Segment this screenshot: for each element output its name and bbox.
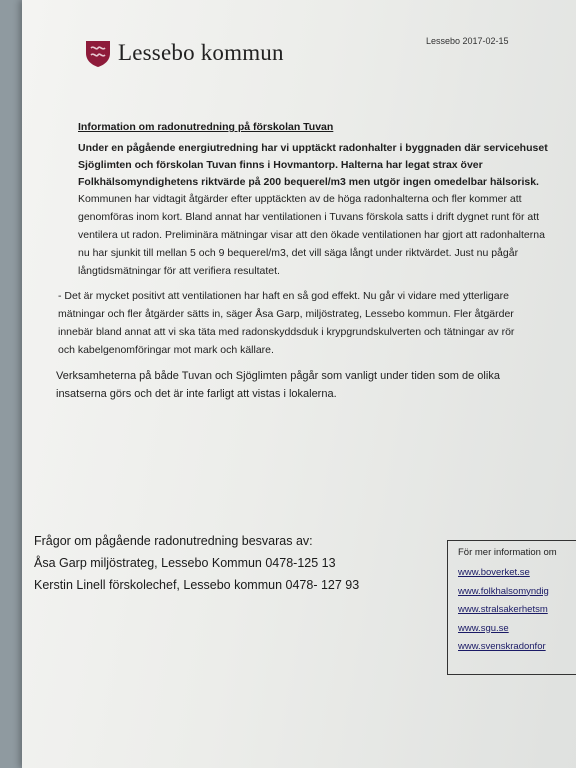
text-line: nu har sjunkit till mellan 5 och 9 bequerel/m3, det vill säga långt under riktvärdet. Just nu pågår: [78, 247, 519, 259]
text-line: insatserna görs och det är inte farligt att vistas i lokalerna.: [56, 388, 337, 400]
link-boverket[interactable]: www.boverket.se: [458, 567, 530, 578]
letter-heading: Information om radonutredning på förskolan Tuvan: [78, 121, 334, 133]
text-line: långtidsmätningar för att verifiera resultatet.: [78, 265, 280, 277]
municipality-logo: [84, 38, 284, 68]
crest-icon: [84, 38, 112, 68]
text-line: Folkhälsomyndighetens riktvärde på 200 bequerel/m3 men utgör ingen omedelbar hälsorisk.: [78, 176, 539, 188]
link-svenskradonforening[interactable]: www.svenskradonfor: [458, 641, 546, 652]
text-line: genomföras inom kort. Bland annat har ventilationen i Tuvans förskola satts i drift dygnet runt för att: [78, 211, 540, 223]
contact-person: Kerstin Linell förskolechef, Lessebo kommun 0478- 127 93: [34, 578, 360, 592]
paragraph-measures: [78, 190, 576, 280]
text-line: innebär bland annat att vi ska täta med radonskyddsduk i krypgrundskulverten och tätningar av rör: [58, 326, 515, 338]
text-line: Sjöglimten och förskolan Tuvan finns i Hovmantorp. Halterna har legat strax över: [78, 159, 483, 171]
link-folkhalsomyndigheten[interactable]: www.folkhalsomyndig: [458, 585, 549, 597]
text-line: Kommunen har vidtagit åtgärder efter upptäckten av de höga radonhalterna och fler kommer att: [78, 193, 522, 205]
paragraph-quote: [58, 287, 576, 359]
letter-page: [22, 0, 576, 768]
contact-person: Åsa Garp miljöstrateg, Lessebo Kommun 0478-125 13: [34, 556, 336, 570]
text-line: Under en pågående energiutredning har vi upptäckt radonhalter i byggnaden där servicehuset: [78, 142, 548, 154]
info-box-title: För mer information om: [458, 547, 557, 558]
contact-section: [34, 530, 359, 596]
text-line: - Det är mycket positivt att ventilationen har haft en så god effekt. Nu går vi vidare med ytterligare: [58, 290, 509, 302]
text-line: mätningar och fler åtgärder sätts in, säger Åsa Garp, miljöstrateg, Lessebo kommun. Fler åtgärder: [58, 308, 514, 320]
lead-paragraph: [78, 140, 576, 191]
logo-text: Lessebo kommun: [118, 40, 284, 65]
contact-intro: Frågor om pågående radonutredning besvaras av:: [34, 534, 313, 548]
link-sgu[interactable]: www.sgu.se: [458, 622, 509, 634]
text-line: och kabelgenomföringar mot mark och källare.: [58, 344, 274, 356]
paragraph-operations: [56, 367, 576, 403]
more-info-box: [447, 540, 576, 675]
letter-date: Lessebo 2017-02-15: [426, 36, 509, 46]
text-line: Verksamheterna på både Tuvan och Sjöglimten pågår som vanligt under tiden som de olika: [56, 370, 500, 382]
link-stralsakerhetsmyndigheten[interactable]: www.stralsakerhetsm: [458, 604, 548, 615]
text-line: ventilera ut radon. Preliminära mätningar visar att den ökade ventilationen har gjort att radonhalterna: [78, 229, 545, 241]
